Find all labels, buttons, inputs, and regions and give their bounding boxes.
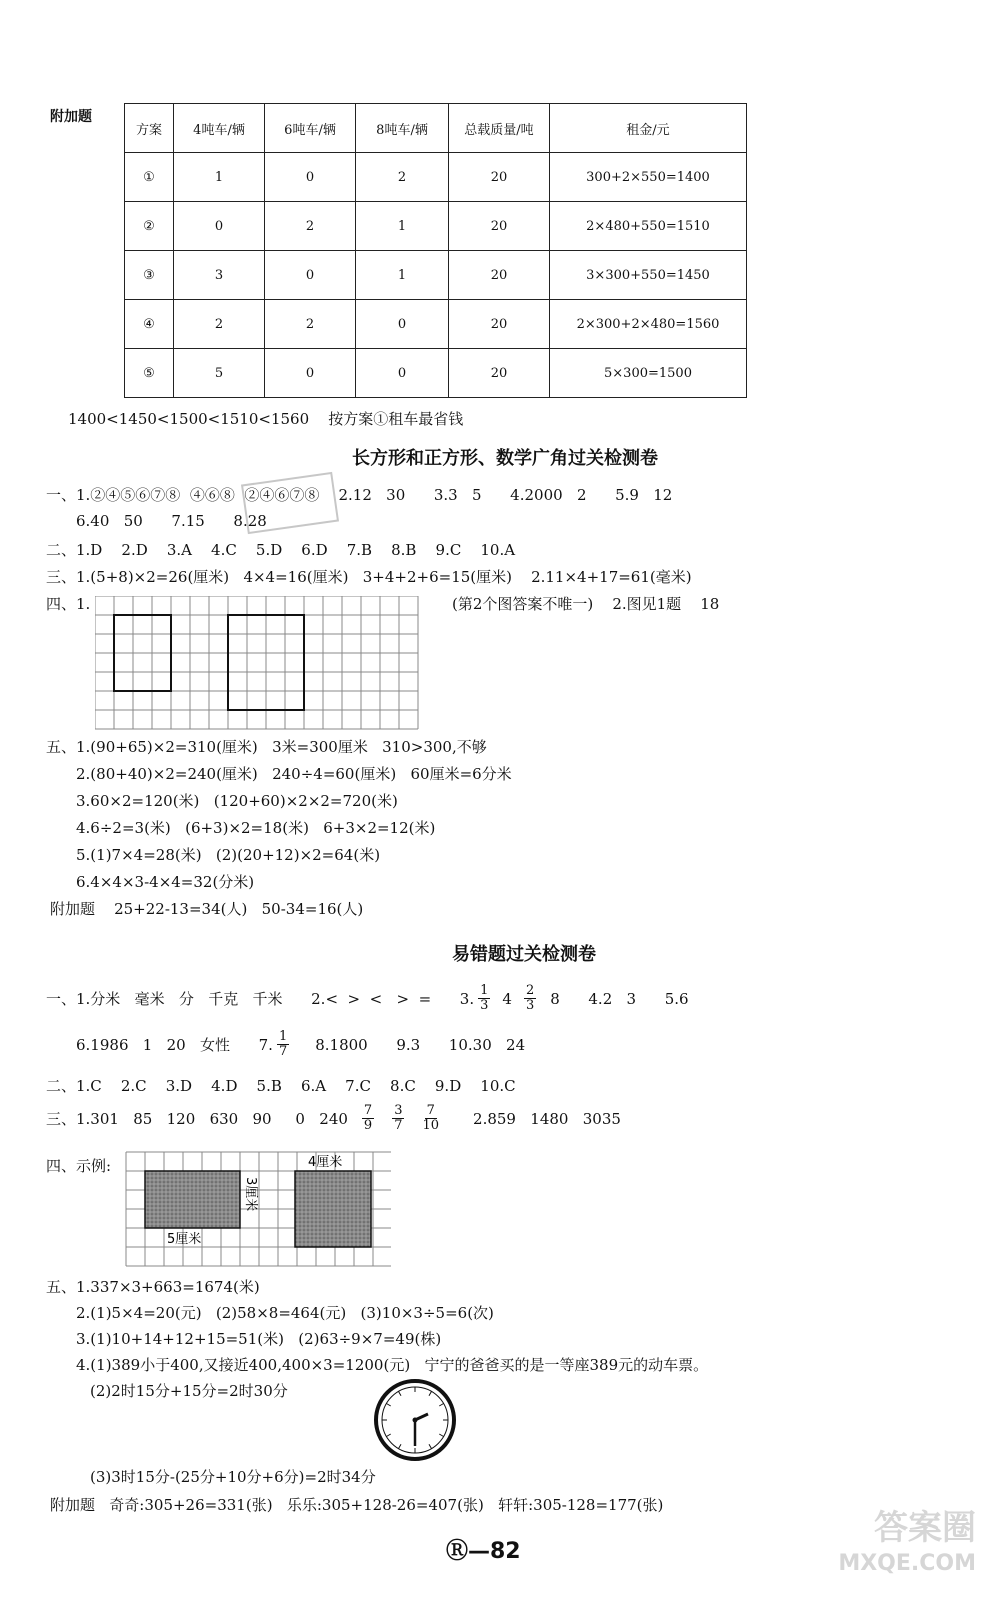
answer-line: 附加题 25+22-13=34(人) 50-34=16(人)	[50, 900, 364, 918]
label-3cm: 3厘米	[243, 1177, 258, 1212]
watermark-line: MXQE.COM	[838, 1551, 976, 1576]
table-conclusion: 1400<1450<1500<1510<1560 按方案①租车最省钱	[68, 410, 464, 428]
label-4cm: 4厘米	[308, 1155, 343, 1170]
table-row	[125, 153, 747, 202]
answer-line: 6.40 50 7.15 8.28	[76, 512, 267, 530]
header-cell: 方案	[125, 104, 174, 153]
denominator: 3	[525, 998, 535, 1013]
table-cell: 0	[356, 300, 449, 349]
answer-line	[46, 984, 689, 1013]
table-cell: 0	[356, 349, 449, 398]
grid-note: (第2个图答案不唯一) 2.图见1题 18	[452, 595, 720, 613]
label-5cm: 5厘米	[167, 1232, 202, 1247]
answer-line: 附加题 奇奇:305+26=331(张) 乐乐:305+128-26=407(张) 轩轩:305-128=177(张)	[50, 1496, 664, 1514]
page-number: Ⓡ—82	[446, 1539, 521, 1564]
line-text: 三、1.301 85 120 630 90 0 240	[46, 1110, 348, 1128]
answer-line: 二、1.D 2.D 3.A 4.C 5.D 6.D 7.B 8.B 9.C 10.A	[46, 541, 516, 559]
section-title: 易错题过关检测卷	[452, 944, 596, 965]
numerator: 3	[394, 1103, 403, 1118]
denominator: 3	[480, 998, 489, 1013]
table-cell: 3×300+550=1450	[550, 251, 747, 300]
table-cell: 2	[265, 202, 356, 251]
line-text: 4	[502, 989, 512, 1008]
table-cell: ①	[125, 153, 174, 202]
watermark	[838, 1510, 976, 1582]
example-grid-figure	[123, 1149, 391, 1273]
clock-icon	[373, 1378, 457, 1462]
answer-line: 6.4×4×3-4×4=32(分米)	[76, 873, 255, 891]
answer-line: 3.(1)10+14+12+15=51(米) (2)63÷9×7=49(株)	[76, 1330, 442, 1348]
answer-line: 二、1.C 2.C 3.D 4.D 5.B 6.A 7.C 8.C 9.D 10.C	[46, 1077, 516, 1095]
answer-line: 4.(1)389小于400,又接近400,400×3=1200(元) 宁宁的爸爸买的是一等座389元的动车票。	[76, 1356, 709, 1374]
answer-line: 5.(1)7×4=28(米) (2)(20+12)×2=64(米)	[76, 846, 381, 864]
table-cell: 5×300=1500	[550, 349, 747, 398]
table-cell: 2	[356, 153, 449, 202]
header-cell: 租金/元	[550, 104, 747, 153]
answer-line: 四、1.	[46, 595, 91, 613]
table-cell: 5	[174, 349, 265, 398]
table-cell: 20	[449, 202, 550, 251]
numerator: 2	[525, 983, 535, 998]
answer-line: (3)3时15分-(25分+10分+6分)=2时34分	[90, 1468, 376, 1486]
denominator: 7	[394, 1118, 403, 1133]
header-cell: 8吨车/辆	[356, 104, 449, 153]
table-cell: 2	[174, 300, 265, 349]
bonus-label: 附加题	[50, 109, 92, 125]
watermark-line: 答案圈	[874, 1508, 976, 1548]
table-cell: 2×480+550=1510	[550, 202, 747, 251]
table-cell: ③	[125, 251, 174, 300]
numerator: 7	[426, 1103, 435, 1118]
header-cell: 总载质量/吨	[449, 104, 550, 153]
table-cell: 2	[265, 300, 356, 349]
table-row	[125, 202, 747, 251]
table-cell: 0	[265, 153, 356, 202]
answer-line: 2.(1)5×4=20(元) (2)58×8=464(元) (3)10×3÷5=6(次)	[76, 1304, 494, 1322]
table-cell: 2×300+2×480=1560	[550, 300, 747, 349]
table-cell: 1	[174, 153, 265, 202]
denominator: 9	[363, 1118, 373, 1133]
answer-line	[46, 1104, 621, 1133]
answer-line: 五、1.337×3+663=1674(米)	[46, 1278, 260, 1296]
table-row	[125, 300, 747, 349]
answer-line: 2.(80+40)×2=240(厘米) 240÷4=60(厘米) 60厘米=6分米	[76, 765, 512, 783]
answer-line: 4.6÷2=3(米) (6+3)×2=18(米) 6+3×2=12(米)	[76, 819, 436, 837]
table-cell: ⑤	[125, 349, 174, 398]
line-text: 2.859 1480 3035	[473, 1109, 621, 1128]
section-title: 长方形和正方形、数学广角过关检测卷	[352, 448, 658, 469]
fraction	[392, 1104, 404, 1133]
table-header-row	[125, 104, 747, 153]
fraction	[422, 1104, 439, 1133]
table-cell: 1	[356, 251, 449, 300]
table-cell: 1	[356, 202, 449, 251]
table-cell: 20	[449, 153, 550, 202]
table-cell: 20	[449, 349, 550, 398]
answer-line: 五、1.(90+65)×2=310(厘米) 3米=300厘米 310>300,不够	[46, 738, 487, 756]
denominator: 10	[422, 1118, 440, 1133]
table-cell: 300+2×550=1400	[550, 153, 747, 202]
table-cell: 0	[174, 202, 265, 251]
answer-line: 三、1.(5+8)×2=26(厘米) 4×4=16(厘米) 3+4+2+6=15(厘米) 2.11×4+17=61(毫米)	[46, 568, 692, 586]
grid-figure	[95, 596, 435, 732]
table-cell: 0	[265, 349, 356, 398]
denominator: 7	[278, 1044, 288, 1059]
table-cell: 20	[449, 251, 550, 300]
fraction	[277, 1030, 289, 1059]
shaded-square	[295, 1171, 371, 1247]
table-cell: 20	[449, 300, 550, 349]
fraction	[362, 1104, 374, 1133]
fraction	[524, 984, 536, 1013]
answer-line: 一、1.②④⑤⑥⑦⑧ ④⑥⑧ ②④⑥⑦⑧ 2.12 30 3.3 5 4.2000 2 5.9 12	[46, 486, 673, 504]
example-label: 四、示例:	[46, 1157, 112, 1175]
numerator: 1	[278, 1029, 288, 1044]
fraction	[478, 984, 490, 1013]
answer-line: 3.60×2=120(米) (120+60)×2×2=720(米)	[76, 792, 398, 810]
answer-line	[76, 1030, 525, 1059]
table-cell: 0	[265, 251, 356, 300]
plan-table	[124, 103, 747, 398]
numerator: 1	[480, 983, 489, 998]
shaded-rectangle	[145, 1171, 240, 1228]
answer-line: (2)2时15分+15分=2时30分	[90, 1382, 288, 1400]
numerator: 7	[363, 1103, 373, 1118]
header-cell: 4吨车/辆	[174, 104, 265, 153]
line-text: 8 4.2 3 5.6	[550, 989, 689, 1008]
table-cell: 3	[174, 251, 265, 300]
line-text: 8.1800 9.3 10.30 24	[315, 1035, 526, 1054]
table-row	[125, 349, 747, 398]
header-cell: 6吨车/辆	[265, 104, 356, 153]
table-cell: ②	[125, 202, 174, 251]
line-text: 一、1.分米 毫米 分 千克 千米 2.< > < > = 3.	[46, 990, 475, 1008]
line-text: 6.1986 1 20 女性 7.	[76, 1036, 273, 1054]
table-cell: ④	[125, 300, 174, 349]
table-row	[125, 251, 747, 300]
